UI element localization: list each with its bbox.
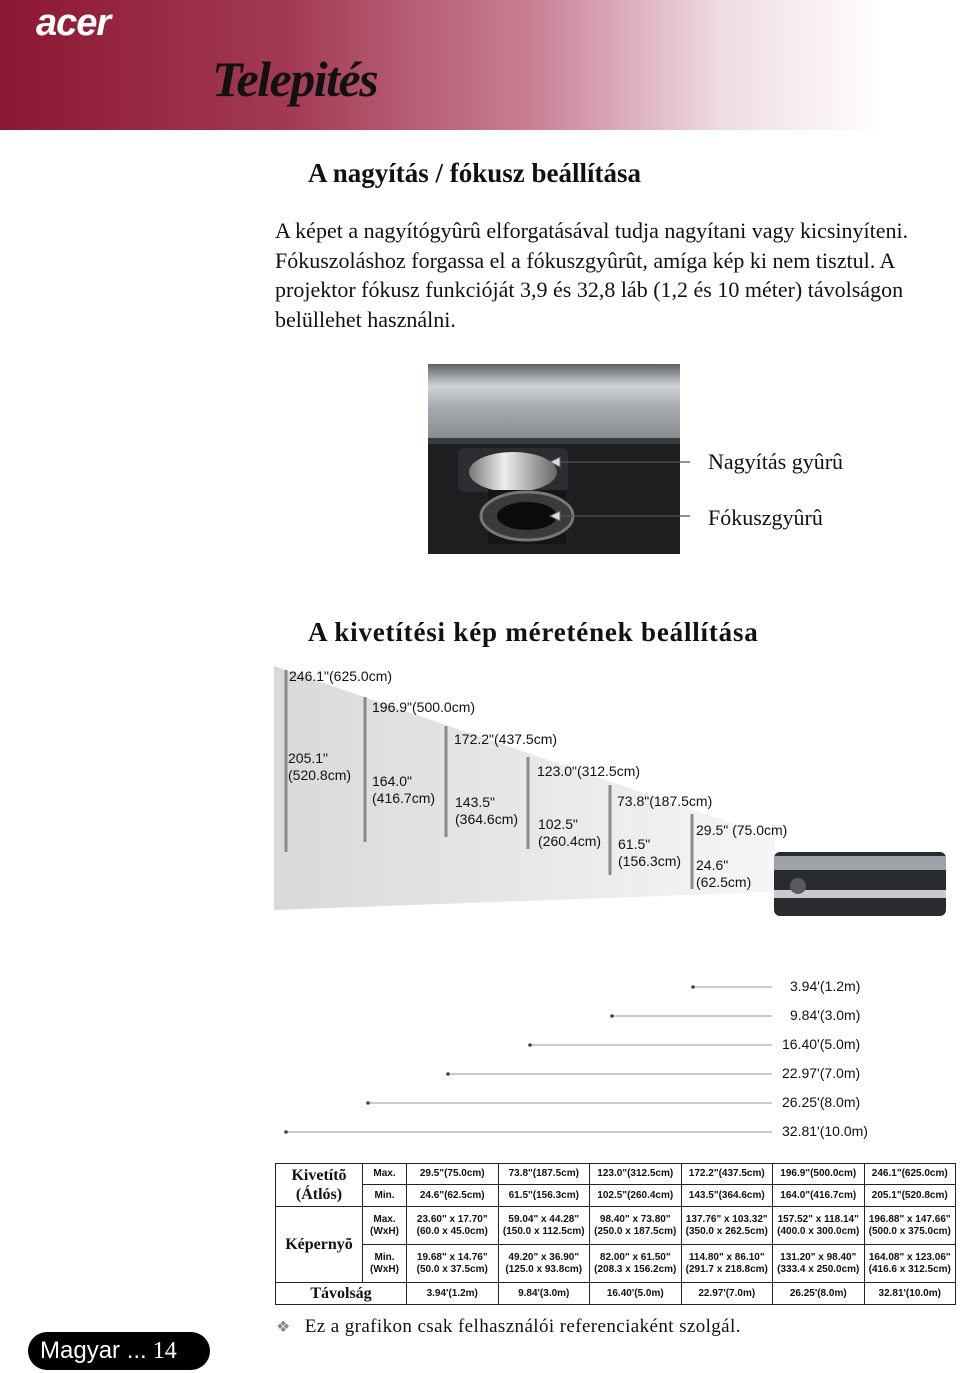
max-size-label-6: 29.5" (75.0cm)	[696, 822, 788, 838]
max-size-label-5: 73.8"(187.5cm)	[617, 793, 713, 809]
cell-cm: (400.0 x 300.0cm)	[777, 1225, 860, 1237]
table-cell	[590, 1207, 682, 1245]
cell-cm: (150.0 x 112.5cm)	[502, 1225, 585, 1237]
table-cell: 196.9"(500.0cm)	[773, 1164, 865, 1185]
min-size-label-6-in: 24.6"	[696, 857, 729, 873]
distance-label-4: 22.97'(7.0m)	[782, 1065, 861, 1081]
cell-cm: (50.0 x 37.5cm)	[416, 1263, 488, 1275]
reference-note-text: Ez a grafikon csak felhasználói referenciaként szolgál.	[304, 1316, 741, 1337]
table-cell: 61.5"(156.3cm)	[498, 1185, 590, 1207]
max-size-label-1: 246.1"(625.0cm)	[289, 668, 393, 684]
footer-language: Magyar ...	[40, 1337, 147, 1364]
cell-inch: 196.88" x 147.66"	[868, 1213, 951, 1225]
reference-note	[276, 1316, 741, 1338]
table-cell	[864, 1207, 956, 1245]
diagonal-header-line2: (Átlós)	[295, 1186, 343, 1203]
cell-cm: (291.7 x 218.8cm)	[685, 1263, 768, 1275]
table-cell: 29.5"(75.0cm)	[407, 1164, 499, 1185]
min-size-label-4-cm: (260.4cm)	[538, 833, 602, 849]
table-cell: 172.2"(437.5cm)	[681, 1164, 773, 1185]
table-cell: 9.84'(3.0m)	[498, 1283, 590, 1305]
table-cell	[407, 1207, 499, 1245]
cell-inch: 131.20" x 98.40"	[780, 1251, 857, 1263]
row-label-max: Max.	[363, 1164, 407, 1185]
distance-label-5: 26.25'(8.0m)	[782, 1094, 861, 1110]
diagram-projector-icon	[774, 852, 946, 916]
cell-cm: (125.0 x 93.8cm)	[505, 1263, 583, 1275]
diamond-bullet-icon: ❖	[276, 1319, 291, 1336]
min-size-label-5-cm: (156.3cm)	[618, 853, 682, 869]
min-size-label-1-in: 205.1"	[288, 750, 329, 766]
cell-inch: 59.04" x 44.28"	[508, 1213, 580, 1225]
cell-inch: 157.52" x 118.14"	[777, 1213, 859, 1225]
table-row	[276, 1207, 956, 1245]
min-size-label-6-cm: (62.5cm)	[696, 874, 752, 890]
size-distance-table	[275, 1163, 956, 1305]
zoom-focus-body-text: A képet a nagyítógyûrû elforgatásával tudja nagyítani vagy kicsinyíteni. Fókuszoláshoz forgassa el a fókuszgyûrût, amíga kép ki nem tisztul. A projektor fókusz funkcióját 3,9 és 32,8 láb (1,2 és 10 méter) távolságon belüllehet használni.	[275, 218, 909, 332]
cell-inch: 137.76" x 103.32"	[685, 1213, 768, 1225]
acer-logo: acer	[36, 2, 111, 44]
focus-ring-label: Fókuszgyûrû	[708, 505, 823, 530]
table-row	[276, 1185, 956, 1207]
cell-inch: 98.40" x 73.80"	[599, 1213, 671, 1225]
min-size-label-4-in: 102.5"	[538, 816, 579, 832]
table-cell	[681, 1207, 773, 1245]
min-size-label-1	[288, 750, 351, 784]
cell-inch: 82.00" x 61.50"	[599, 1251, 671, 1263]
table-cell: 24.6"(62.5cm)	[407, 1185, 499, 1207]
row-label-min: Min.	[363, 1185, 407, 1207]
cell-inch: 164.08" x 123.06"	[868, 1251, 951, 1263]
table-cell: 164.0"(416.7cm)	[773, 1185, 865, 1207]
max-size-label-3: 172.2"(437.5cm)	[454, 731, 558, 747]
table-cell: 143.5"(364.6cm)	[681, 1185, 773, 1207]
table-cell: 16.40'(5.0m)	[590, 1283, 682, 1305]
table-cell: 102.5"(260.4cm)	[590, 1185, 682, 1207]
min-size-label-3	[455, 794, 518, 828]
min-size-label-3-in: 143.5"	[455, 794, 496, 810]
table-cell	[498, 1207, 590, 1245]
min-size-label-5-in: 61.5"	[618, 836, 651, 852]
table-cell: 32.81'(10.0m)	[864, 1283, 956, 1305]
table-cell: 73.8"(187.5cm)	[498, 1164, 590, 1185]
cell-cm: (500.0 x 375.0cm)	[868, 1225, 951, 1237]
distance-label-1: 3.94'(1.2m)	[790, 978, 861, 994]
table-cell	[407, 1245, 499, 1283]
table-row	[276, 1283, 956, 1305]
min-size-label-5	[618, 836, 681, 870]
cell-cm: (208.3 x 156.2cm)	[594, 1263, 677, 1275]
footer-page-indicator	[28, 1332, 210, 1370]
min-size-label-6	[696, 857, 751, 891]
cell-cm: (350.0 x 262.5cm)	[685, 1225, 768, 1237]
diagonal-header-cell	[276, 1164, 363, 1207]
table-cell	[864, 1245, 956, 1283]
row-label-max-wxh: Max.(WxH)	[363, 1207, 407, 1245]
table-cell	[773, 1245, 865, 1283]
header-banner	[0, 0, 960, 130]
table-cell	[498, 1245, 590, 1283]
cell-cm: (250.0 x 187.5cm)	[594, 1225, 677, 1237]
zoom-ring-label: Nagyítás gyûrû	[708, 449, 844, 474]
cell-inch: 19.68" x 14.76"	[416, 1251, 488, 1263]
cell-cm: (333.4 x 250.0cm)	[777, 1263, 860, 1275]
cell-inch: 23.60" x 17.70"	[416, 1213, 488, 1225]
min-size-label-2-cm: (416.7cm)	[372, 790, 436, 806]
zoom-focus-heading: A nagyítás / fókusz beállítása	[308, 158, 642, 188]
min-size-label-2	[372, 773, 435, 807]
table-cell: 3.94'(1.2m)	[407, 1283, 499, 1305]
min-size-label-1-cm: (520.8cm)	[288, 767, 352, 783]
table-cell	[590, 1245, 682, 1283]
table-cell: 123.0"(312.5cm)	[590, 1164, 682, 1185]
table-cell	[681, 1245, 773, 1283]
row-label-min-wxh: Min.(WxH)	[363, 1245, 407, 1283]
diagonal-header-line1: Kivetítõ	[291, 1167, 347, 1184]
callout-lines	[540, 450, 702, 530]
min-size-label-3-cm: (364.6cm)	[455, 811, 519, 827]
distance-label-2: 9.84'(3.0m)	[790, 1007, 861, 1023]
table-row	[276, 1164, 956, 1185]
table-cell: 246.1"(625.0cm)	[864, 1164, 956, 1185]
cell-inch: 49.20" x 36.90"	[508, 1251, 580, 1263]
screen-header-cell: Képernyõ	[276, 1207, 363, 1283]
page-number: 14	[152, 1338, 177, 1364]
min-size-label-2-in: 164.0"	[372, 773, 413, 789]
distance-header-cell: Távolság	[276, 1283, 407, 1305]
max-size-label-4: 123.0"(312.5cm)	[537, 763, 641, 779]
distance-label-3: 16.40'(5.0m)	[782, 1036, 861, 1052]
table-cell	[773, 1207, 865, 1245]
image-size-heading: A kivetítési kép méretének beállítása	[308, 617, 759, 647]
cell-cm: (60.0 x 45.0cm)	[416, 1225, 488, 1237]
min-size-label-4	[538, 816, 601, 850]
distance-label-6: 32.81'(10.0m)	[782, 1123, 868, 1139]
distance-lines	[280, 975, 780, 1140]
table-cell: 22.97'(7.0m)	[681, 1283, 773, 1305]
max-size-label-2: 196.9"(500.0cm)	[372, 699, 476, 715]
section-title: Telepités	[212, 51, 378, 107]
table-cell: 205.1"(520.8cm)	[864, 1185, 956, 1207]
table-cell: 26.25'(8.0m)	[773, 1283, 865, 1305]
cell-inch: 114.80" x 86.10"	[688, 1251, 765, 1263]
cell-cm: (416.6 x 312.5cm)	[868, 1263, 951, 1275]
table-row	[276, 1245, 956, 1283]
